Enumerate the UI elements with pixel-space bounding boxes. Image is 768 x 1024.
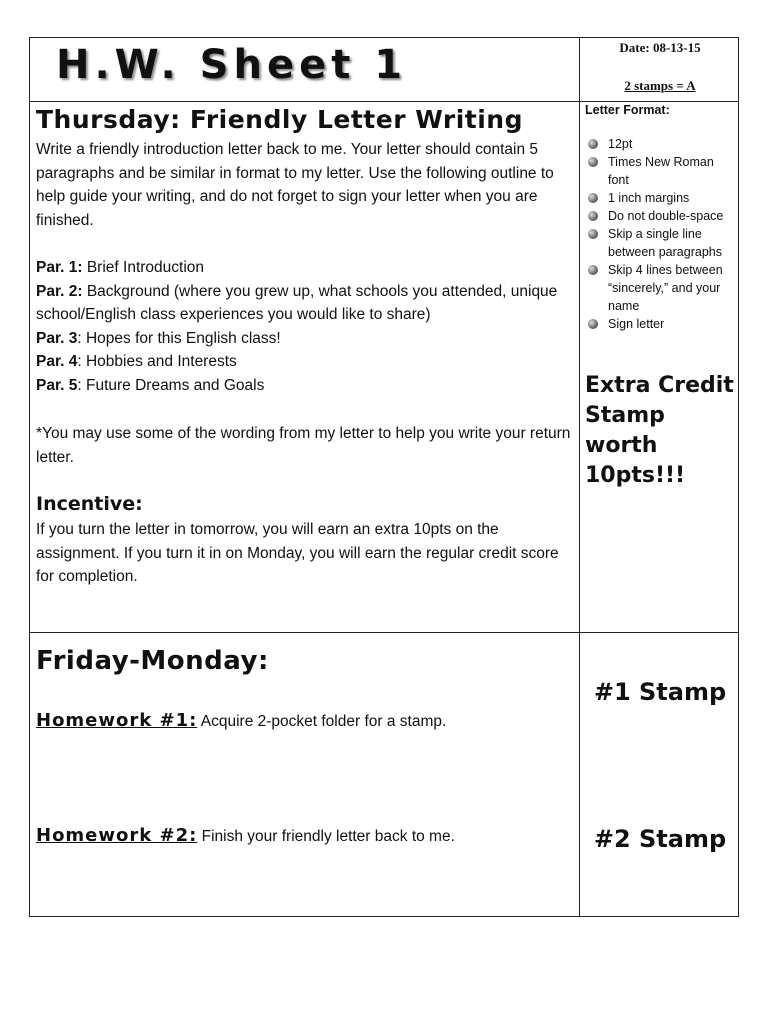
wording-note: *You may use some of the wording from my letter to help you write your return letter. [36,425,571,466]
paragraph-item: Par. 5: Future Dreams and Goals [36,376,265,394]
column-divider [579,38,580,916]
list-item: Skip a single line between paragraphs [585,225,737,261]
homework-1-label: Homework #1: [36,710,198,731]
friday-heading: Friday-Monday: [36,646,269,676]
paragraph-item: Par. 1: Brief Introduction [36,259,205,276]
thursday-intro: Write a friendly introduction letter back to me. Your letter should contain 5 paragraphs and be similar in format to my letter. Use the following outline to help guide your writing, and do not forget to sign your letter when you are finished. [36,141,554,229]
thursday-heading: Thursday: Friendly Letter Writing [36,105,523,134]
list-item: Times New Roman font [585,153,737,189]
list-item: 12pt [585,135,737,153]
paragraph-item: Par. 3: Hopes for this English class! [36,329,281,347]
sheet-title: H.W. Sheet 1 [56,42,408,88]
bullet-icon [588,319,598,329]
homework-2-text: Finish your friendly letter back to me. [197,828,455,845]
paragraph-item: Par. 4: Hobbies and Interests [36,353,237,370]
paragraph-item: Par. 2: Background (where you grew up, what schools you attended, unique school/English class experiences you would like to share) [36,282,558,323]
extra-credit-note: Extra Credit Stamp worth 10pts!!! [585,373,734,488]
homework-2-label: Homework #2: [36,825,198,846]
bullet-icon [588,139,598,149]
date-label: Date: 08-13-15 [619,40,701,55]
section-divider [30,632,738,633]
letter-format-title: Letter Format: [585,103,670,117]
bullet-icon [588,157,598,167]
list-item: Sign letter [585,315,737,333]
header-divider [30,101,738,102]
list-item: 1 inch margins [585,189,737,207]
homework-sheet [29,37,739,917]
bullet-icon [588,193,598,203]
bullet-icon [588,211,598,221]
incentive-heading: Incentive: [36,493,143,515]
stamp-2-label: #2 Stamp [593,825,727,853]
paragraph-outline [36,256,572,397]
homework-2 [36,825,455,846]
incentive-text: If you turn the letter in tomorrow, you will earn an extra 10pts on the assignment. If you turn it in on Monday, you will earn the regular credit score for completion. [36,521,559,585]
letter-format-list [585,135,737,333]
list-item: Do not double-space [585,207,737,225]
homework-1 [36,710,446,731]
bullet-icon [588,229,598,239]
bullet-icon [588,265,598,275]
stamps-rule: 2 stamps = A [624,78,696,93]
list-item: Skip 4 lines between “sincerely,” and your name [585,261,737,315]
homework-1-text: Acquire 2-pocket folder for a stamp. [197,713,447,730]
stamp-1-label: #1 Stamp [593,678,727,706]
